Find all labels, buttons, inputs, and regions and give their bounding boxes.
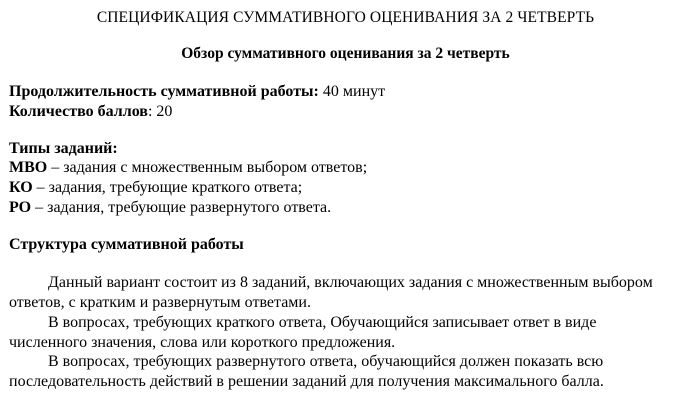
task-type-abbr: КО	[9, 179, 33, 196]
points-line	[9, 102, 172, 122]
task-types-heading: Типы заданий:	[9, 140, 118, 157]
structure-paragraph-line: В вопросах, требующих краткого ответа, Обучающийся записывает ответ в виде	[48, 314, 597, 331]
task-type-description: – задания, требующие развернутого ответа.	[31, 199, 332, 216]
structure-paragraph-line: последовательность действий в решении заданий для получения максимального балла.	[9, 373, 604, 390]
structure-paragraph-line: В вопросах, требующих развернутого ответа, обучающийся должен показать всю	[48, 353, 604, 370]
points-label: Количество баллов	[9, 103, 148, 120]
structure-heading: Структура суммативной работы	[9, 236, 244, 253]
document-subtitle: Обзор суммативного оценивания за 2 четверть	[181, 45, 510, 62]
structure-paragraph-line: Данный вариант состоит из 8 заданий, включающих задания с множественным выбором	[48, 274, 653, 291]
duration-line	[9, 82, 385, 102]
task-type-abbr: МВО	[9, 159, 48, 176]
structure-paragraph-line: численного значения, слова или короткого предложения.	[9, 334, 396, 351]
task-type-item	[9, 178, 302, 198]
structure-paragraph-line: ответов, с кратким и развернутым ответами.	[9, 294, 311, 311]
task-type-description: – задания с множественным выбором ответов;	[47, 159, 368, 176]
points-value: : 20	[147, 103, 173, 120]
task-type-description: – задания, требующие краткого ответа;	[32, 179, 303, 196]
duration-value: 40 минут	[318, 83, 386, 100]
task-type-item	[9, 158, 367, 178]
task-type-item	[9, 198, 331, 218]
document-title: СПЕЦИФИКАЦИЯ СУММАТИВНОГО ОЦЕНИВАНИЯ ЗА 2 ЧЕТВЕРТЬ	[96, 9, 595, 26]
duration-label: Продолжительность суммативной работы:	[9, 83, 319, 100]
task-type-abbr: РО	[9, 199, 32, 216]
